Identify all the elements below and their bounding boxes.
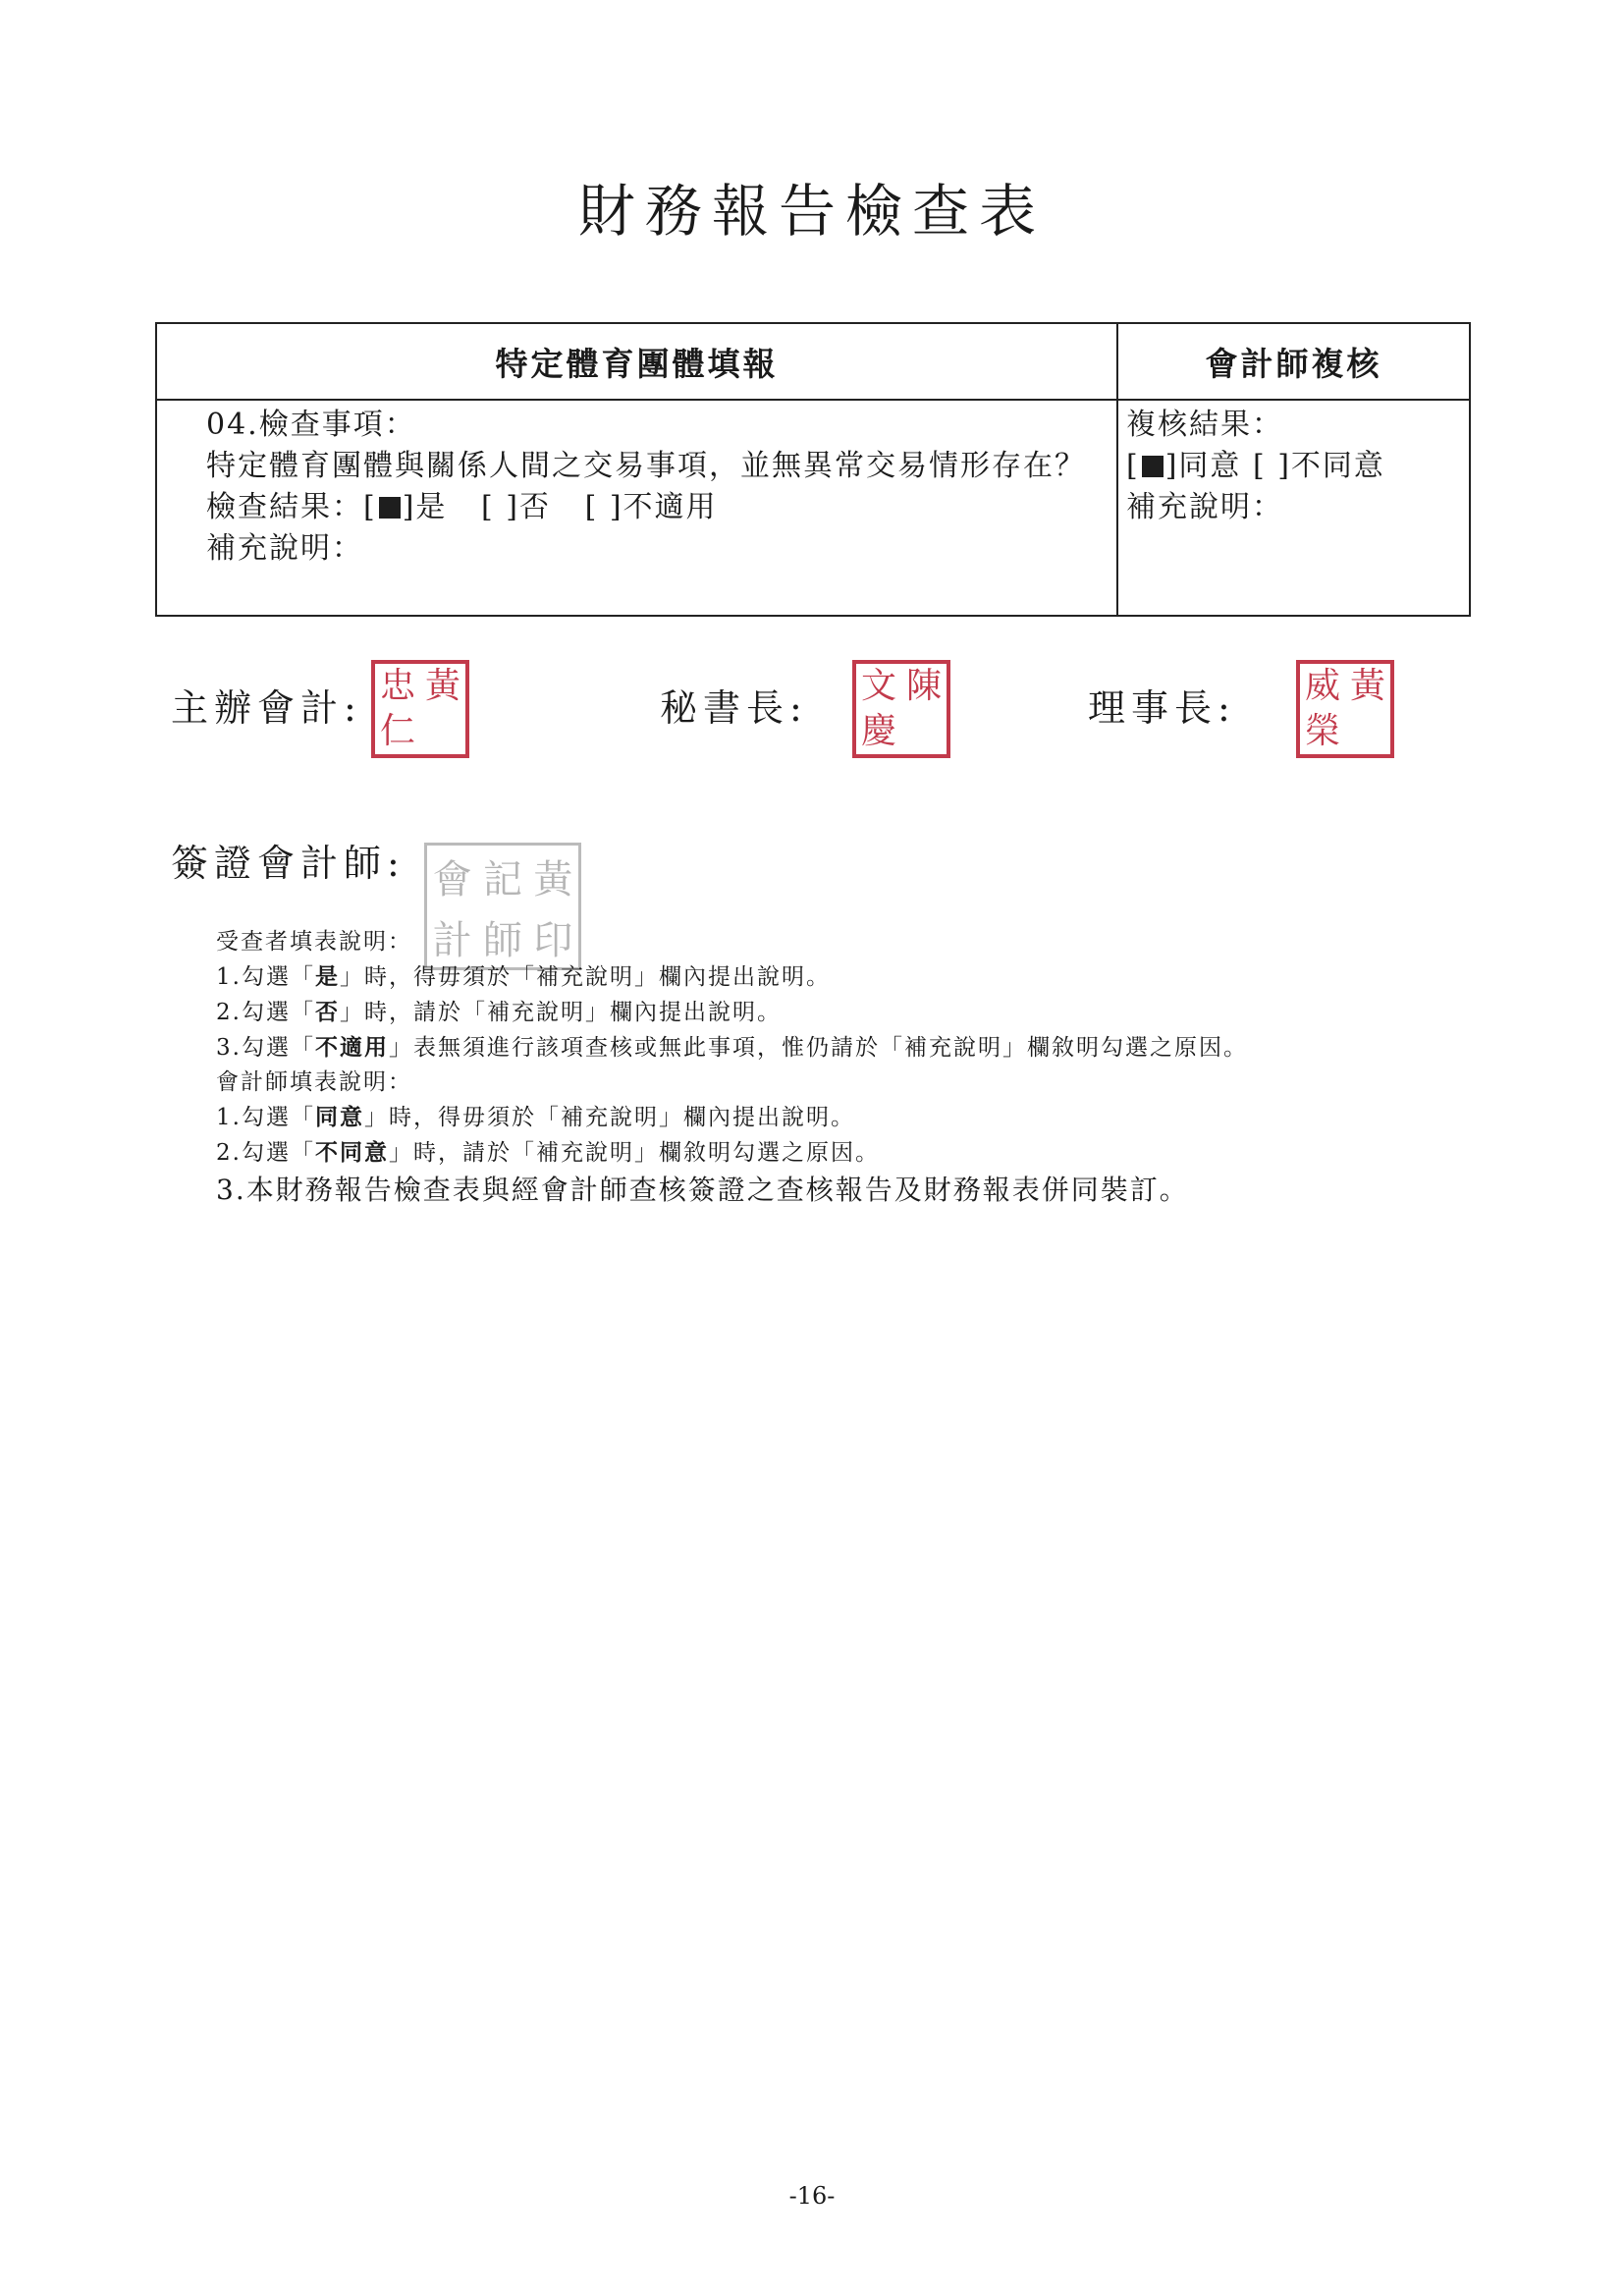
filer-note-2 [216, 995, 1248, 1030]
seal-char: 黃 [424, 666, 460, 706]
no-option[interactable]: [ ]否 [481, 490, 551, 524]
checklist-table [155, 322, 1471, 617]
review-options-row: [ ]同意 [ ]不同意 [1126, 449, 1385, 483]
cpa-note-3: 3.本財務報告檢查表與經會計師查核簽證之查核報告及財務報表併同裝訂。 [216, 1174, 1189, 1206]
seal-char: 忠 [379, 666, 415, 706]
secretary-general-label: 秘書長: [660, 686, 808, 730]
note-keyword: 不同意 [314, 1139, 389, 1166]
yes-checkbox-checked[interactable] [379, 497, 401, 519]
seal-char: 黃 [1349, 666, 1385, 706]
seal-char: 印 [533, 917, 573, 963]
note-text: 」時，得毋須於「補充說明」欄內提出說明。 [339, 964, 831, 990]
seal-char: 榮 [1304, 711, 1340, 751]
chairman-label: 理事長: [1088, 686, 1236, 730]
cpa-instructions-heading: 會計師填表說明： [216, 1069, 412, 1095]
note-keyword: 是 [314, 963, 340, 990]
seal-char: 陳 [905, 666, 942, 706]
chairman-seal [1296, 660, 1394, 758]
item-label: 04.檢查事項： [206, 408, 416, 442]
reviewer-cell [1117, 400, 1470, 616]
supplement-label: 補充說明： [206, 531, 363, 566]
result-prefix: 檢查結果：[ [206, 490, 377, 524]
note-text: 1.勾選「 [216, 964, 315, 990]
note-text: 」時，請於「補充說明」欄敘明勾選之原因。 [388, 1140, 880, 1166]
note-text: 2.勾選「 [216, 1140, 315, 1166]
note-text: 」時，得毋須於「補充說明」欄內提出說明。 [363, 1105, 855, 1130]
chief-accountant-seal [371, 660, 469, 758]
instructions-block [216, 925, 1248, 1210]
chief-accountant-label: 主辦會計: [171, 686, 362, 730]
disagree-option[interactable]: [ ]不同意 [1252, 449, 1385, 483]
agree-checkbox-checked[interactable] [1142, 456, 1164, 477]
seal-char: 威 [1304, 666, 1340, 706]
review-supplement-label: 補充說明： [1126, 490, 1283, 524]
note-keyword: 不適用 [314, 1034, 389, 1061]
page-title: 財務報告檢查表 [577, 178, 1046, 245]
note-text: 3.勾選「 [216, 1035, 315, 1061]
filer-note-3 [216, 1030, 1248, 1066]
filer-column-header: 特定體育團體填報 [156, 323, 1117, 400]
yes-label: ]是 [402, 490, 448, 524]
question-text: 特定體育團體與關係人間之交易事項，並無異常交易情形存在？ [206, 449, 1086, 483]
note-keyword: 否 [314, 999, 340, 1025]
seal-char: 計 [432, 917, 472, 963]
note-text: 1.勾選「 [216, 1105, 315, 1130]
seal-char: 文 [860, 666, 896, 706]
agree-label: ]同意 [1164, 449, 1242, 483]
cpa-note-2 [216, 1135, 1248, 1171]
seal-char: 師 [482, 917, 522, 963]
seal-char: 黃 [533, 856, 573, 902]
check-result-row [206, 487, 1116, 528]
note-text: 2.勾選「 [216, 1000, 315, 1025]
reviewer-column-header: 會計師複核 [1117, 323, 1470, 400]
seal-char: 會 [432, 856, 472, 902]
page-number: -16- [788, 2182, 836, 2210]
note-text: 」時，請於「補充說明」欄內提出說明。 [339, 1000, 782, 1025]
cpa-note-1 [216, 1100, 1248, 1135]
certifying-cpa-label: 簽證會計師: [171, 842, 406, 885]
secretary-general-seal [852, 660, 950, 758]
seal-char: 仁 [379, 711, 415, 751]
filer-note-1 [216, 959, 1248, 995]
filer-cell [156, 400, 1117, 616]
na-option[interactable]: [ ]不適用 [584, 490, 718, 524]
filer-instructions-heading: 受查者填表說明： [216, 929, 412, 955]
seal-char: 慶 [860, 711, 896, 751]
seal-char: 記 [482, 856, 522, 902]
note-text: 」表無須進行該項查核或無此事項，惟仍請於「補充說明」欄敘明勾選之原因。 [388, 1035, 1248, 1061]
review-result-label: 複核結果： [1126, 408, 1283, 442]
note-keyword: 同意 [314, 1104, 364, 1130]
